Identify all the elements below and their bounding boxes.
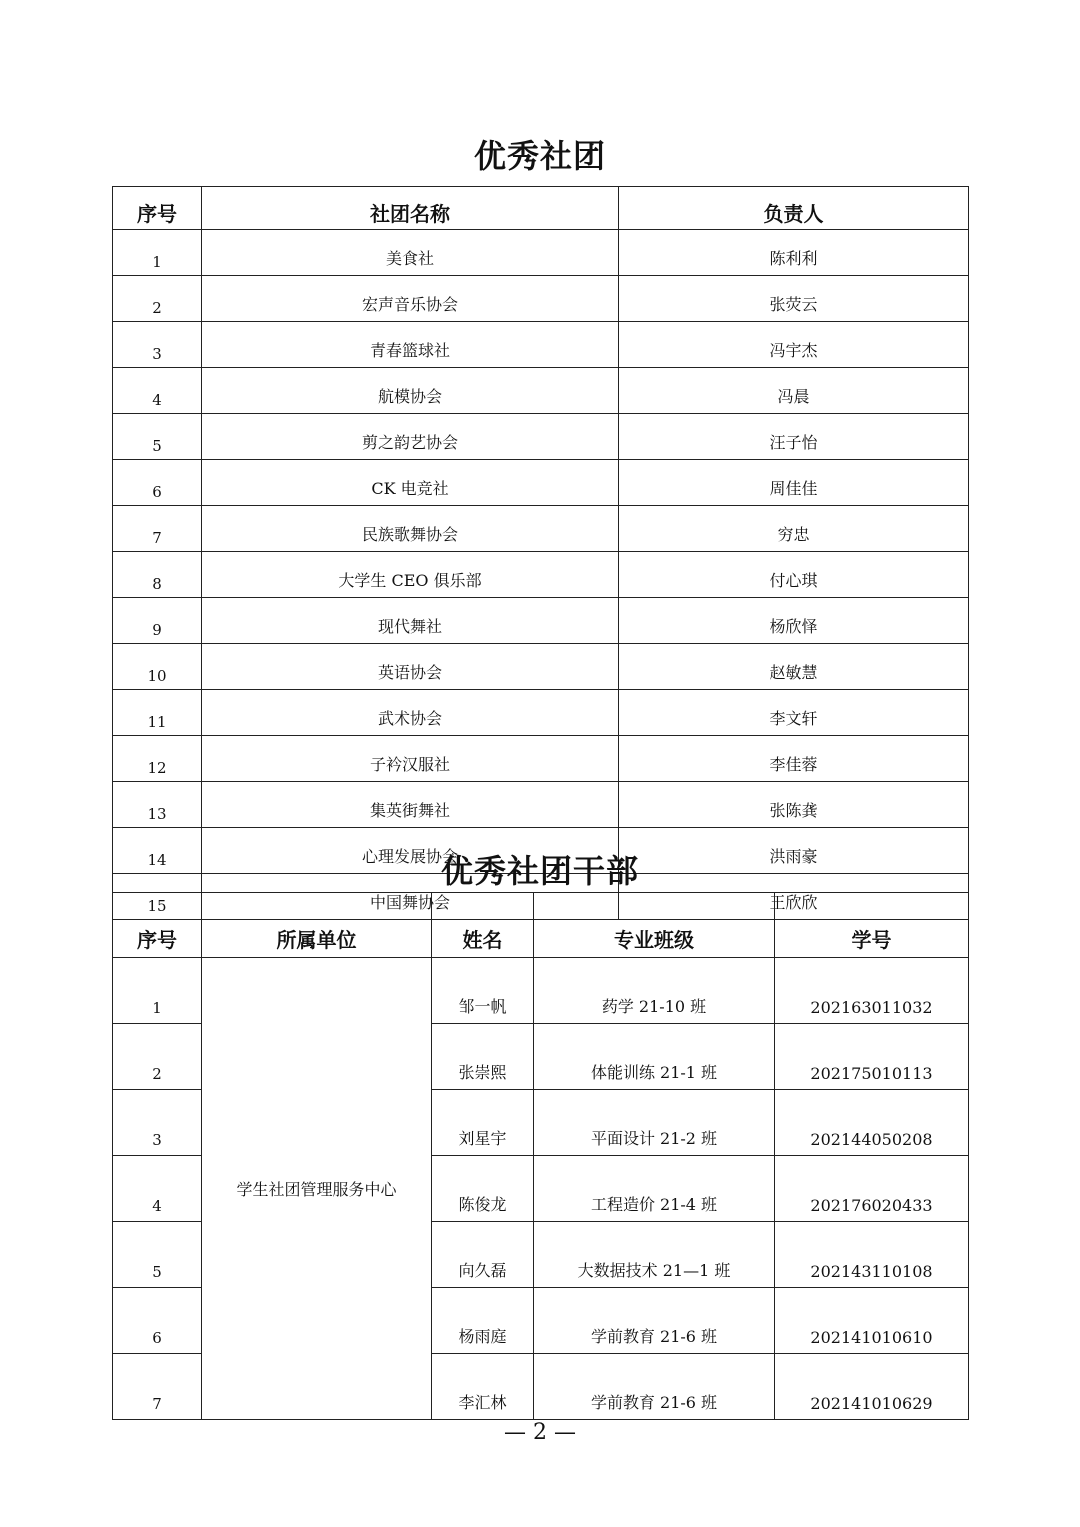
row-number: 3 <box>113 322 202 368</box>
cadre-class: 平面设计 21-2 班 <box>534 1090 775 1156</box>
club-name: 航模协会 <box>202 368 619 414</box>
row-number: 2 <box>113 1024 202 1090</box>
cadre-name: 刘星宇 <box>432 1090 534 1156</box>
clubs-header-row <box>113 187 969 230</box>
table-row <box>113 368 969 414</box>
row-number: 4 <box>113 368 202 414</box>
row-number: 12 <box>113 736 202 782</box>
club-name: CK 电竞社 <box>202 460 619 506</box>
col-header-no: 序号 <box>113 893 202 958</box>
row-number: 7 <box>113 1354 202 1420</box>
row-number: 15 <box>113 874 202 920</box>
club-name: 集英街舞社 <box>202 782 619 828</box>
table-row <box>113 414 969 460</box>
table-row <box>113 644 969 690</box>
club-name: 大学生 CEO 俱乐部 <box>202 552 619 598</box>
row-number: 6 <box>113 1288 202 1354</box>
club-name: 武术协会 <box>202 690 619 736</box>
cadre-name: 李汇林 <box>432 1354 534 1420</box>
table-row <box>113 460 969 506</box>
club-leader: 陈利利 <box>619 230 969 276</box>
clubs-table <box>112 186 969 920</box>
col-header-leader: 负责人 <box>619 187 969 230</box>
table-row <box>113 506 969 552</box>
cadre-student-id: 202141010629 <box>775 1354 969 1420</box>
club-name: 子衿汉服社 <box>202 736 619 782</box>
row-number: 14 <box>113 828 202 874</box>
cadre-student-id: 202144050208 <box>775 1090 969 1156</box>
clubs-title: 优秀社团 <box>473 137 606 175</box>
cadre-student-id: 202176020433 <box>775 1156 969 1222</box>
col-header-name: 姓名 <box>432 893 534 958</box>
cadre-student-id: 202143110108 <box>775 1222 969 1288</box>
club-leader: 穷忠 <box>619 506 969 552</box>
club-leader: 王欣欣 <box>619 874 969 920</box>
club-leader: 李文轩 <box>619 690 969 736</box>
page-number: — 2 — <box>504 1420 576 1445</box>
club-leader: 付心琪 <box>619 552 969 598</box>
cadres-header-row <box>113 893 969 958</box>
cadre-class: 体能训练 21-1 班 <box>534 1024 775 1090</box>
cadre-class: 大数据技术 21—1 班 <box>534 1222 775 1288</box>
club-leader: 冯晨 <box>619 368 969 414</box>
club-name: 英语协会 <box>202 644 619 690</box>
row-number: 13 <box>113 782 202 828</box>
cadre-class: 学前教育 21-6 班 <box>534 1354 775 1420</box>
row-number: 7 <box>113 506 202 552</box>
cadre-student-id: 202175010113 <box>775 1024 969 1090</box>
cadres-title: 优秀社团干部 <box>440 852 639 890</box>
club-name: 剪之韵艺协会 <box>202 414 619 460</box>
row-number: 5 <box>113 1222 202 1288</box>
club-leader: 杨欣怿 <box>619 598 969 644</box>
col-header-class: 专业班级 <box>534 893 775 958</box>
col-header-unit: 所属单位 <box>202 893 432 958</box>
row-number: 5 <box>113 414 202 460</box>
cadre-student-id: 202163011032 <box>775 958 969 1024</box>
cadre-class: 工程造价 21-4 班 <box>534 1156 775 1222</box>
cadre-name: 陈俊龙 <box>432 1156 534 1222</box>
col-header-club-name: 社团名称 <box>202 187 619 230</box>
cadre-name: 向久磊 <box>432 1222 534 1288</box>
row-number: 9 <box>113 598 202 644</box>
club-leader: 洪雨豪 <box>619 828 969 874</box>
club-name: 宏声音乐协会 <box>202 276 619 322</box>
col-header-no: 序号 <box>113 187 202 230</box>
col-header-student-id: 学号 <box>775 893 969 958</box>
club-leader: 李佳蓉 <box>619 736 969 782</box>
club-name: 美食社 <box>202 230 619 276</box>
club-name: 青春篮球社 <box>202 322 619 368</box>
cadre-student-id: 202141010610 <box>775 1288 969 1354</box>
cadre-name: 邹一帆 <box>432 958 534 1024</box>
cadres-table <box>112 892 969 1420</box>
table-row <box>113 958 969 1024</box>
table-row <box>113 552 969 598</box>
club-leader: 张荧云 <box>619 276 969 322</box>
unit-cell: 学生社团管理服务中心 <box>202 958 432 1420</box>
table-row <box>113 782 969 828</box>
row-number: 1 <box>113 958 202 1024</box>
row-number: 6 <box>113 460 202 506</box>
club-name: 民族歌舞协会 <box>202 506 619 552</box>
table-row <box>113 598 969 644</box>
club-name: 中国舞协会 <box>202 874 619 920</box>
table-row <box>113 276 969 322</box>
club-leader: 汪子怡 <box>619 414 969 460</box>
row-number: 10 <box>113 644 202 690</box>
club-leader: 冯宇杰 <box>619 322 969 368</box>
cadre-name: 杨雨庭 <box>432 1288 534 1354</box>
row-number: 8 <box>113 552 202 598</box>
row-number: 11 <box>113 690 202 736</box>
club-leader: 赵敏慧 <box>619 644 969 690</box>
club-name: 现代舞社 <box>202 598 619 644</box>
table-row <box>113 690 969 736</box>
row-number: 4 <box>113 1156 202 1222</box>
club-leader: 张陈龚 <box>619 782 969 828</box>
table-row <box>113 230 969 276</box>
cadre-name: 张崇熙 <box>432 1024 534 1090</box>
club-leader: 周佳佳 <box>619 460 969 506</box>
table-row <box>113 322 969 368</box>
table-row <box>113 736 969 782</box>
row-number: 2 <box>113 276 202 322</box>
cadre-class: 学前教育 21-6 班 <box>534 1288 775 1354</box>
cadre-class: 药学 21-10 班 <box>534 958 775 1024</box>
row-number: 3 <box>113 1090 202 1156</box>
row-number: 1 <box>113 230 202 276</box>
club-name: 心理发展协会 <box>202 828 619 874</box>
